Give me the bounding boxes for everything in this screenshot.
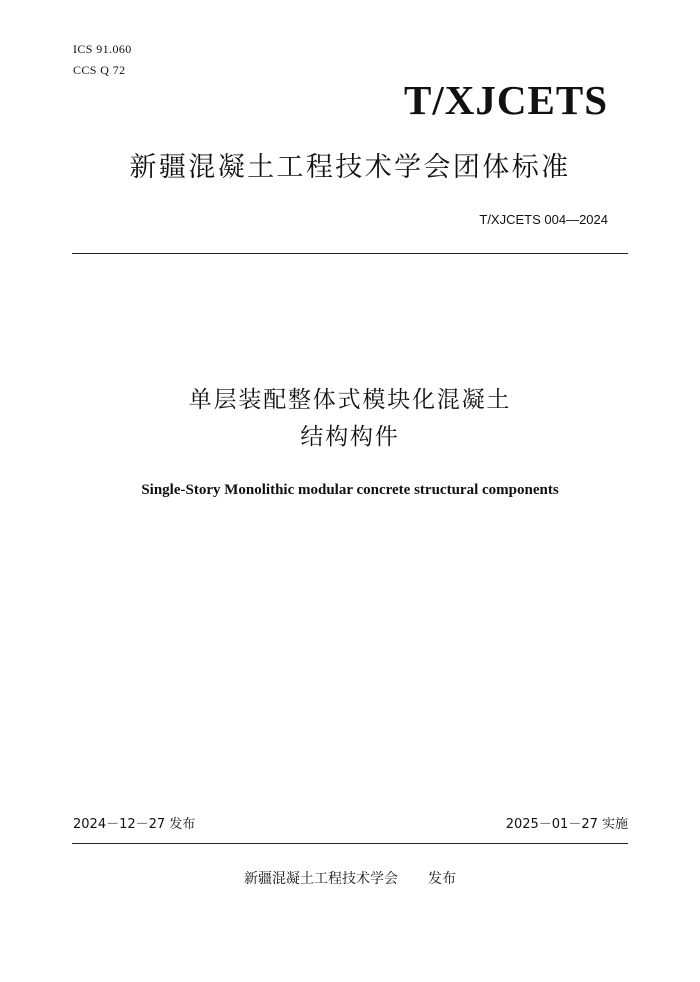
implement-date: 2025－01－27 实施 [505, 817, 628, 832]
publisher-name: 新疆混凝土工程技术学会 [244, 871, 398, 887]
document-title-en: Single-Story Monolithic modular concrete structural components [141, 482, 559, 498]
top-divider [72, 253, 628, 254]
document-title-zh-line2: 结构构件 [300, 424, 400, 450]
document-title-zh-line1: 单层装配整体式模块化混凝土 [188, 387, 512, 413]
publish-date: 2024－12－27 发布 [73, 817, 196, 832]
ccs-code: CCS Q 72 [73, 63, 126, 77]
publisher-line [0, 869, 700, 889]
ics-code: ICS 91.060 [73, 42, 132, 56]
publisher-action: 发布 [428, 871, 456, 887]
standard-number: T/XJCETS 004—2024 [479, 212, 608, 227]
bottom-divider [72, 843, 628, 844]
standard-mark: T/XJCETS [404, 77, 608, 123]
organization-standard-title: 新疆混凝土工程技术学会团体标准 [129, 152, 571, 183]
